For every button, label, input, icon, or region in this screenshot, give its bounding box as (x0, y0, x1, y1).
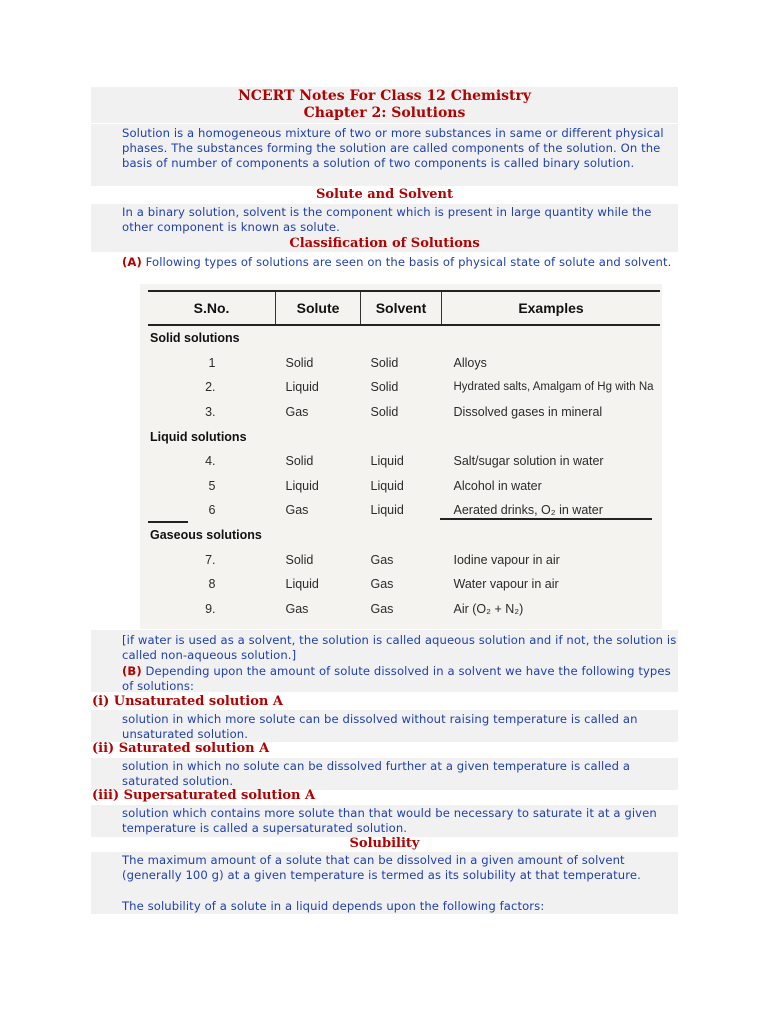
cell-solute: Gas (285, 503, 309, 518)
table-row (148, 547, 660, 572)
classification-heading: Classification of Solutions (289, 236, 480, 251)
solute-solvent-paragraph: In a binary solution, solvent is the component which is present in large quantity while the other component is known as solute. (122, 205, 652, 234)
cell-example: Hydrated salts, Amalgam of Hg with Na (453, 381, 654, 394)
classification-b-text: Depending upon the amount of solute dissolved in a solvent we have the following types of solutions: (122, 664, 671, 693)
table-row (148, 474, 660, 499)
cell-example: Aerated drinks, O₂ in water (453, 503, 603, 518)
cell-example: Salt/sugar solution in water (453, 454, 604, 469)
aqueous-note: [if water is used as a solvent, the solution is called aqueous solution and if not, the solution is called non-aqueous solution.] (122, 633, 677, 662)
solubility-heading: Solubility (349, 836, 420, 851)
cell-sno: 4. (205, 454, 216, 469)
classification-a-paragraph (122, 255, 678, 270)
classification-a-text: Following types of solutions are seen on the basis of physical state of solute and solvent. (141, 255, 672, 269)
chapter-title: Chapter 2: Solutions (303, 105, 466, 121)
cell-solvent: Gas (370, 601, 394, 616)
solutions-table (148, 290, 660, 621)
cell-sno: 5 (208, 478, 216, 493)
group-solid: Solid solutions (150, 331, 240, 346)
cell-sno: 7. (205, 552, 216, 567)
cell-solvent: Solid (370, 405, 399, 420)
cell-example: Air (O₂ + N₂) (453, 601, 524, 616)
label-b: (B) (122, 664, 142, 678)
group-row (148, 523, 660, 548)
document-title: NCERT Notes For Class 12 Chemistry (237, 88, 532, 104)
unsaturated-text: solution in which more solute can be dissolved without raising temperature is called an unsaturated solution. (122, 712, 638, 741)
table-row (148, 449, 660, 474)
cell-solvent: Solid (370, 380, 399, 395)
table-rule-liquid (148, 521, 188, 523)
cell-sno: 9. (205, 601, 216, 616)
cell-sno: 2. (205, 380, 216, 395)
solute-solvent-heading: Solute and Solvent (315, 187, 454, 202)
cell-solute: Liquid (285, 577, 319, 592)
group-gaseous: Gaseous solutions (150, 528, 262, 543)
table-row (148, 572, 660, 597)
group-row (148, 325, 660, 351)
cell-solute: Liquid (285, 380, 319, 395)
saturated-text: solution in which no solute can be dissolved further at a given temperature is called a saturated solution. (122, 759, 631, 788)
table-rule-gaseous (440, 518, 652, 520)
solubility-text: The maximum amount of a solute that can be dissolved in a given amount of solvent (generally 100 g) at a given temperature is termed as its solubility at that temperature. (122, 853, 641, 882)
cell-solvent: Liquid (370, 454, 404, 469)
table-row (148, 400, 660, 425)
header-solvent: Solvent (361, 291, 442, 325)
cell-example: Alcohol in water (453, 478, 542, 493)
cell-example: Dissolved gases in mineral (453, 405, 603, 420)
cell-solvent: Gas (370, 577, 394, 592)
cell-sno: 6 (208, 503, 216, 518)
cell-solute: Solid (285, 355, 314, 370)
saturated-heading: (ii) Saturated solution A (92, 741, 270, 756)
intro-paragraph: Solution is a homogeneous mixture of two or more substances in same or different physical phases. The substances forming the solution are called components of the solution. On the basis of number of components a solution of two components is called binary solution. (122, 126, 664, 170)
cell-sno: 8 (208, 577, 216, 592)
table-row (148, 375, 660, 400)
supersaturated-text: solution which contains more solute than that would be necessary to saturate it at a given temperature is called a supersaturated solution. (122, 806, 657, 835)
header-solute: Solute (276, 291, 361, 325)
cell-solute: Gas (285, 405, 309, 420)
cell-solvent: Solid (370, 355, 399, 370)
cell-example: Alloys (453, 355, 487, 370)
cell-solute: Solid (285, 454, 314, 469)
cell-solute: Solid (285, 552, 314, 567)
unsaturated-heading: (i) Unsaturated solution A (92, 694, 283, 709)
group-liquid: Liquid solutions (150, 429, 247, 444)
cell-solvent: Liquid (370, 478, 404, 493)
label-a: (A) (122, 255, 142, 269)
cell-example: Iodine vapour in air (453, 552, 560, 567)
cell-sno: 1 (208, 355, 216, 370)
solubility-factors-text: The solubility of a solute in a liquid depends upon the following factors: (122, 899, 545, 913)
cell-solute: Gas (285, 601, 309, 616)
cell-sno: 3. (205, 405, 216, 420)
header-examples: Examples (442, 291, 661, 325)
classification-b-paragraph (122, 664, 678, 694)
cell-solvent: Liquid (370, 503, 404, 518)
header-sno: S.No. (148, 291, 276, 325)
cell-example: Water vapour in air (453, 577, 559, 592)
supersaturated-heading: (iii) Supersaturated solution A (92, 788, 316, 803)
cell-solute: Liquid (285, 478, 319, 493)
table-row (148, 597, 660, 622)
group-row (148, 424, 660, 449)
cell-solvent: Gas (370, 552, 394, 567)
table-row (148, 351, 660, 376)
